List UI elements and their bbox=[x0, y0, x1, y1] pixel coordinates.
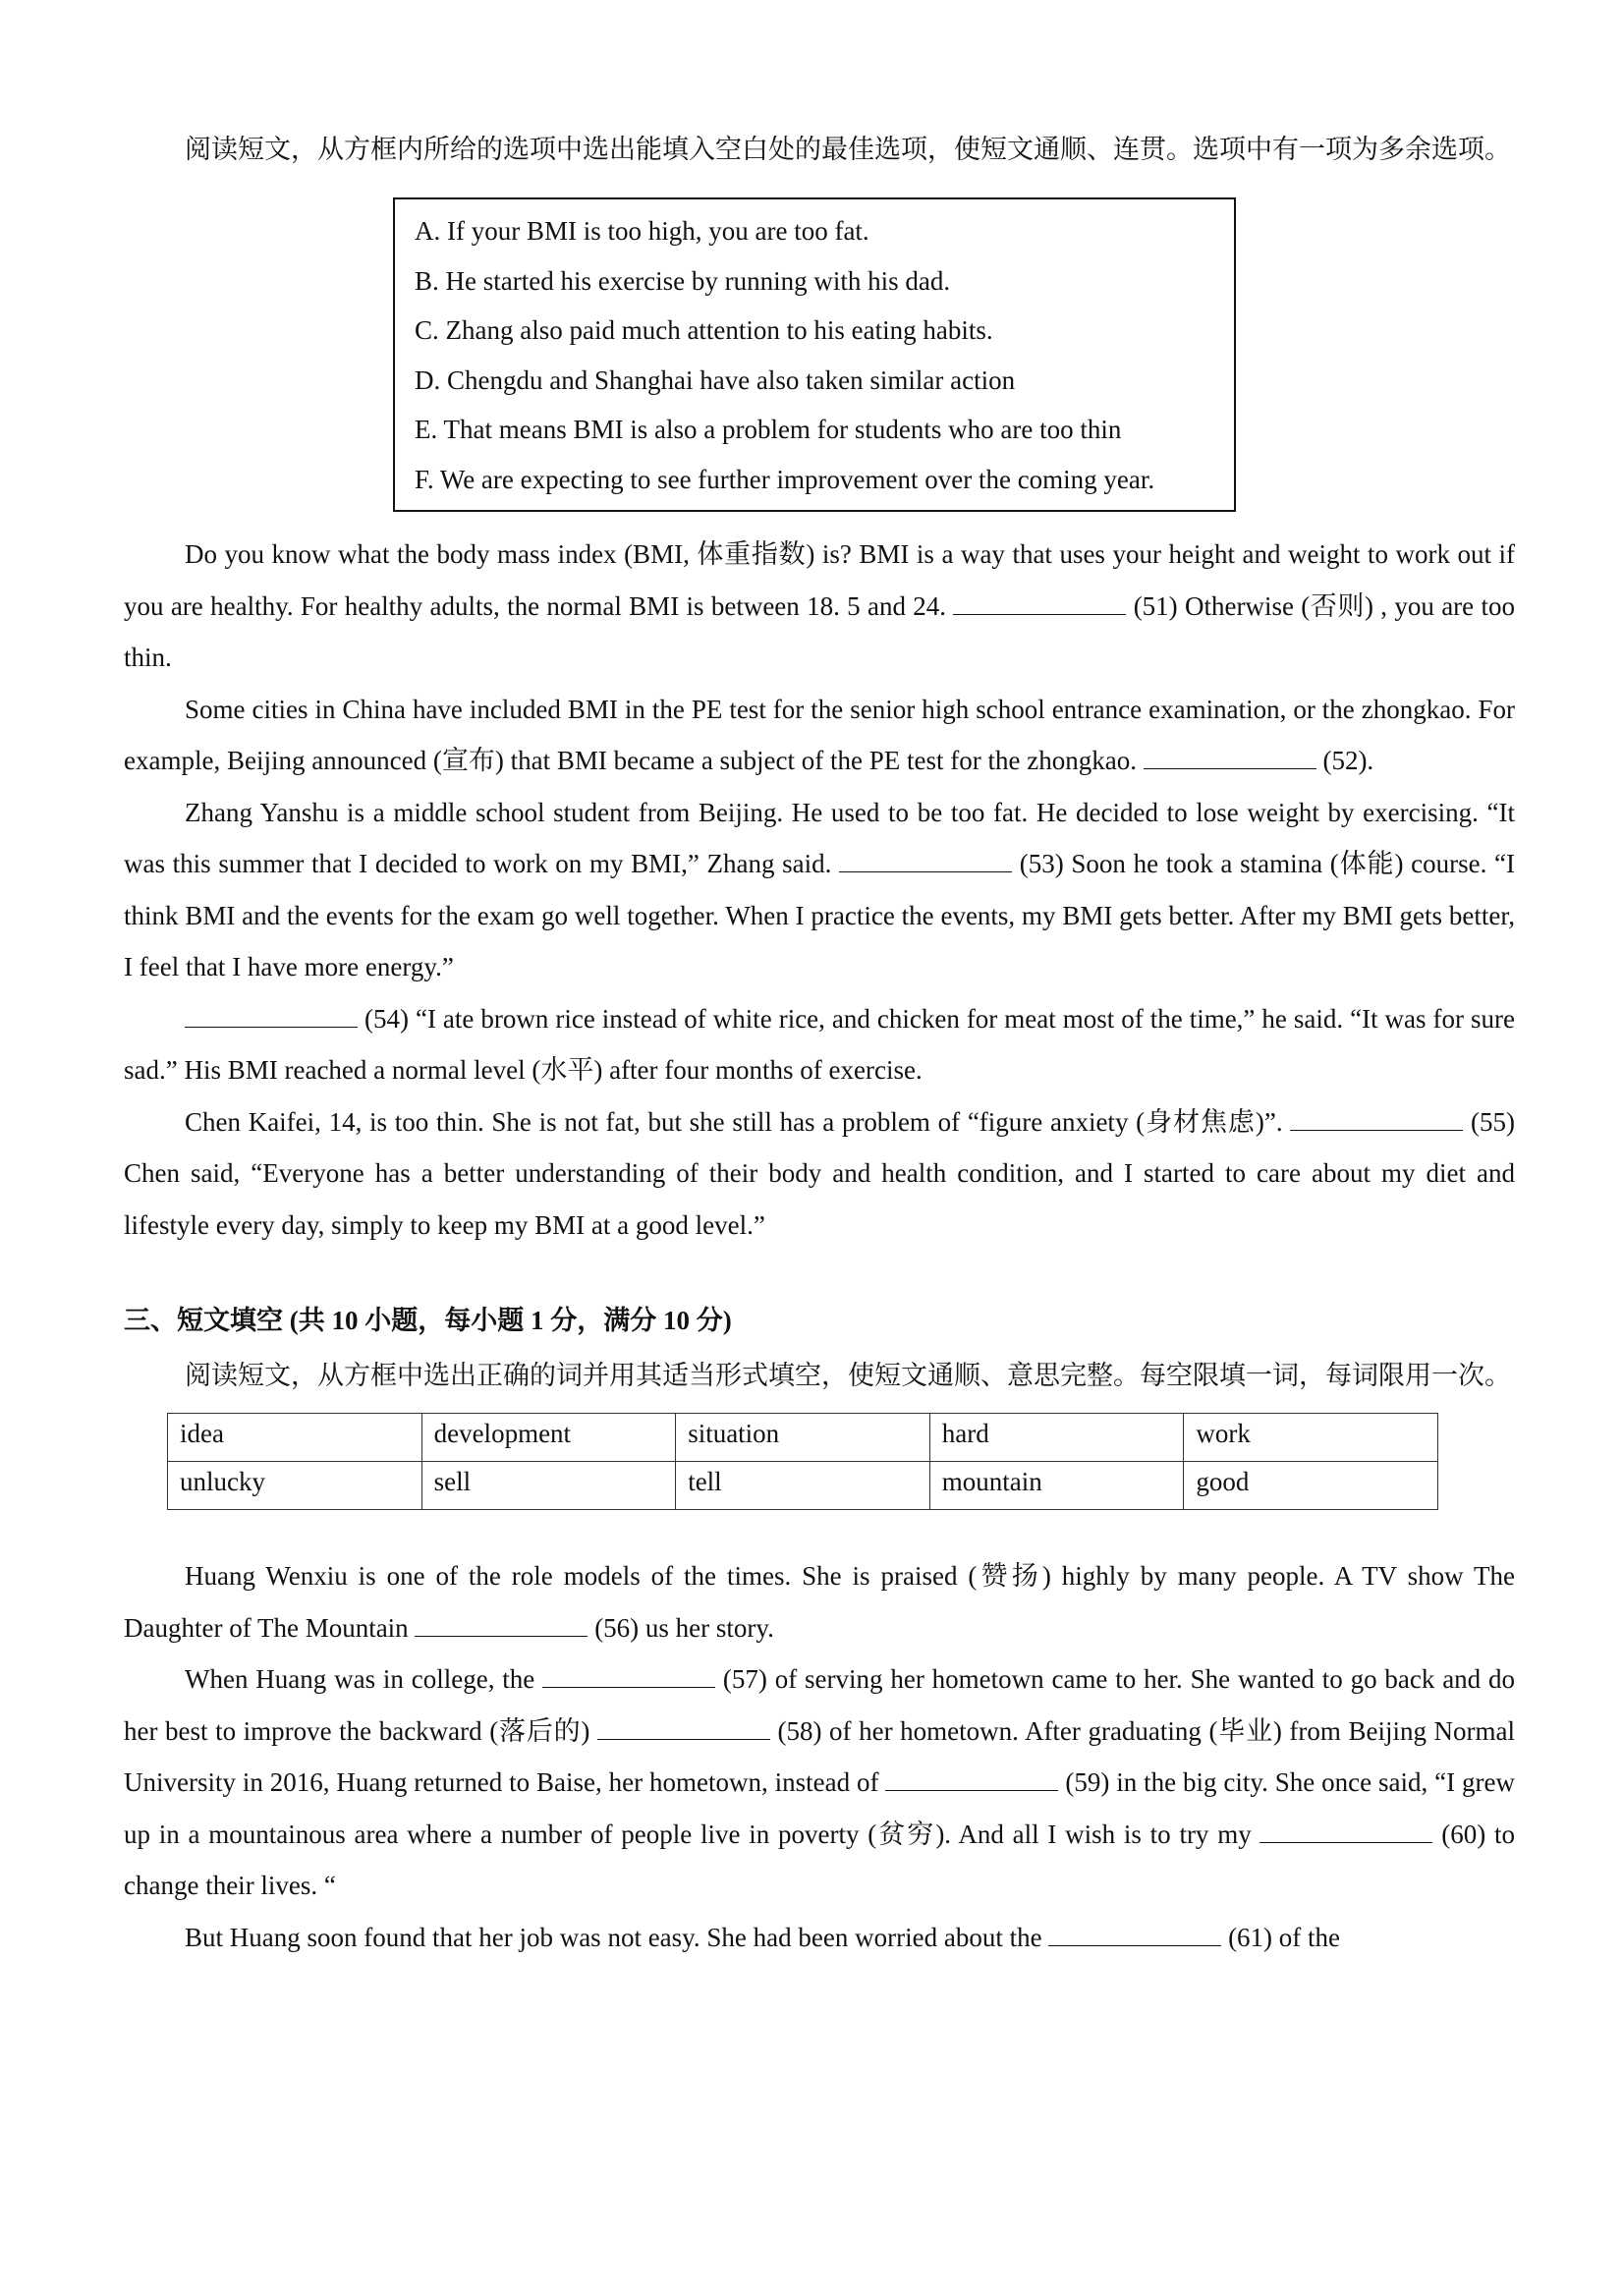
word-bank-table bbox=[167, 1413, 1438, 1510]
word-cell: situation bbox=[676, 1414, 930, 1462]
word-cell: tell bbox=[676, 1462, 930, 1510]
section3-heading: 三、短文填空 (共 10 小题，每小题 1 分，满分 10 分) bbox=[124, 1306, 732, 1335]
answer-blank-56[interactable] bbox=[415, 1614, 588, 1637]
option-f: F. We are expecting to see further improvement over the coming year. bbox=[415, 464, 1155, 494]
option-e: E. That means BMI is also a problem for students who are too thin bbox=[415, 415, 1122, 444]
answer-blank-53[interactable] bbox=[839, 850, 1012, 872]
word-cell: unlucky bbox=[168, 1462, 422, 1510]
word-cell: work bbox=[1184, 1414, 1438, 1462]
answer-blank-52[interactable] bbox=[1144, 747, 1316, 769]
option-c: C. Zhang also paid much attention to his eating habits. bbox=[415, 315, 993, 345]
passage2-paragraph-1: Huang Wenxiu is one of the role models of the times. She is praised (赞扬) highly by many people. A TV show The Daughter of The Mountain (56) us her story. bbox=[124, 1561, 1515, 1643]
passage-paragraph-1: Do you know what the body mass index (BMI, 体重指数) is? BMI is a way that uses your height and weight to work out if you are healthy. For healthy adults, the normal BMI is between 18. 5 and 24. (51) Otherwise (否则) , you are too thin. bbox=[124, 539, 1515, 672]
word-cell: hard bbox=[929, 1414, 1184, 1462]
answer-blank-57[interactable] bbox=[542, 1665, 715, 1688]
passage-paragraph-4: (54) “I ate brown rice instead of white rice, and chicken for meat most of the time,” he said. “It was for sure sad.” His BMI reached a normal level (水平) after four months of exercise. bbox=[124, 1003, 1515, 1085]
passage-paragraph-5: Chen Kaifei, 14, is too thin. She is not fat, but she still has a problem of “figure anxiety (身材焦虑)”. (55) Chen said, “Everyone has a better understanding of their body and health condition, and I started to care about my diet and lifestyle every day, simply to keep my BMI at a good level.” bbox=[124, 1106, 1515, 1240]
answer-blank-58[interactable] bbox=[597, 1717, 770, 1740]
option-a: A. If your BMI is too high, you are too fat. bbox=[415, 216, 869, 246]
option-d: D. Chengdu and Shanghai have also taken similar action bbox=[415, 364, 1016, 395]
word-cell: mountain bbox=[929, 1462, 1184, 1510]
answer-blank-59[interactable] bbox=[885, 1768, 1058, 1791]
answer-blank-54[interactable] bbox=[185, 1005, 358, 1028]
options-box bbox=[393, 197, 1236, 512]
word-bank-row bbox=[168, 1414, 1438, 1462]
passage-paragraph-3: Zhang Yanshu is a middle school student from Beijing. He used to be too fat. He decided to lose weight by exercising. “It was this summer that I decided to work on my BMI,” Zhang said. (53) Soon he took a stamina (体能) course. “I think BMI and the events for the exam go well together. When I practice the events, my BMI gets better. After my BMI gets better, I feel that I have more energy.” bbox=[124, 797, 1516, 981]
answer-blank-61[interactable] bbox=[1048, 1924, 1221, 1946]
answer-blank-60[interactable] bbox=[1259, 1820, 1432, 1843]
word-cell: development bbox=[421, 1414, 676, 1462]
answer-blank-55[interactable] bbox=[1290, 1108, 1463, 1131]
word-bank-row bbox=[168, 1462, 1438, 1510]
passage-paragraph-2: Some cities in China have included BMI in the PE test for the senior high school entrance examination, or the zhongkao. For example, Beijing announced (宣布) that BMI became a subject of the PE test for the zhongkao. (52). bbox=[124, 694, 1515, 775]
section2-instruction: 阅读短文，从方框内所给的选项中选出能填入空白处的最佳选项，使短文通顺、连贯。选项中有一项为多余选项。 bbox=[185, 135, 1511, 164]
passage2-paragraph-3: But Huang soon found that her job was not easy. She had been worried about the (61) of the bbox=[185, 1922, 1341, 1952]
answer-blank-51[interactable] bbox=[953, 592, 1126, 615]
exam-page bbox=[124, 122, 1515, 1963]
word-cell: good bbox=[1184, 1462, 1438, 1510]
option-b: B. He started his exercise by running with his dad. bbox=[415, 265, 951, 296]
passage2-paragraph-2: When Huang was in college, the (57) of serving her hometown came to her. She wanted to go back and do her best to improve the backward (落后的) (58) of her hometown. After graduating (毕业) from Beijing Normal University in 2016, Huang returned to Baise, her hometown, instead of (59) in the big city. She once said, “I grew up in a mountainous area where a number of people live in poverty (贫穷). And all I wish is to try my (60) to change their lives. “ bbox=[124, 1664, 1516, 1900]
section3-instruction: 阅读短文，从方框中选出正确的词并用其适当形式填空，使短文通顺、意思完整。每空限填一词，每词限用一次。 bbox=[185, 1361, 1511, 1390]
word-cell: idea bbox=[168, 1414, 422, 1462]
word-cell: sell bbox=[421, 1462, 676, 1510]
